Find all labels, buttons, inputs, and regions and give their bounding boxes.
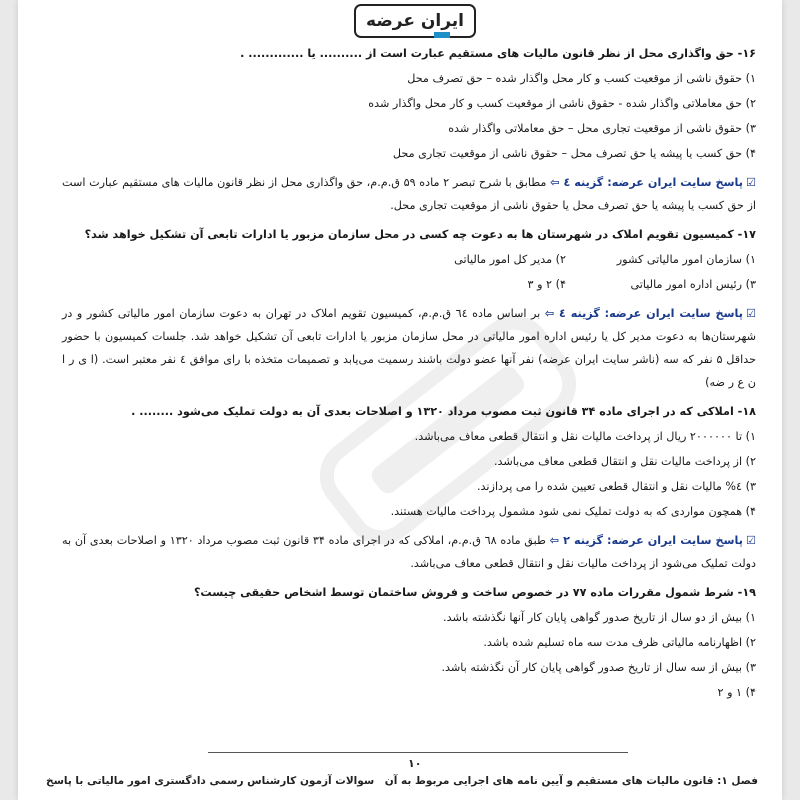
answer-tag: پاسخ سایت ایران عرضه: گزینه ۲ ⇦ <box>549 534 743 547</box>
question-19-stem: ۱۹- شرط شمول مقررات ماده ۷۷ در خصوص ساخت و فروش ساختمان توسط اشخاص حقیقی چیست؟ <box>193 586 756 599</box>
question-17-option-1: ۱) سازمان امور مالیاتی کشور <box>616 253 756 266</box>
question-17-option-4: ۴) ۲ و ۳ <box>527 278 566 291</box>
footer-divider <box>208 752 628 753</box>
question-17-option-3: ۳) رئیس اداره امور مالیاتی <box>630 278 756 291</box>
question-18-stem: ۱۸- املاکی که در اجرای ماده ۳۴ قانون ثبت مصوب مرداد ۱۳۲۰ و اصلاحات بعدی آن به دولت تملیک می‌شود ........ . <box>131 405 756 418</box>
question-16-option-2: ۲) حق معاملاتی واگذار شده - حقوق ناشی از موقعیت کسب و کار محل واگذار شده <box>368 97 756 110</box>
question-19-option-1: ۱) بیش از دو سال از تاریخ صدور گواهی پایان کار آنها نگذشته باشد. <box>443 611 756 624</box>
question-17-stem: ۱۷- کمیسیون تقویم املاک در شهرستان ها به دعوت چه کسی در محل سازمان مزبور یا ادارات تابعی آن تشکیل خواهد شد؟ <box>84 228 756 241</box>
brand-logo <box>354 4 476 38</box>
question-18-option-1: ۱) تا ۲۰۰۰۰۰۰ ریال از پرداخت مالیات نقل و انتقال قطعی معاف می‌باشد. <box>414 430 756 443</box>
answer-tag: پاسخ سایت ایران عرضه: گزینه ٤ ⇦ <box>550 176 743 189</box>
question-16-option-4: ۴) حق کسب یا پیشه یا حق تصرف محل – حقوق ناشی از موقعیت تجاری محل <box>392 147 756 160</box>
question-18-option-4: ۴) همچون مواردی که به دولت تملیک نمی شود مشمول پرداخت مالیات هستند. <box>390 505 756 518</box>
question-17-options-row-1 <box>62 252 756 267</box>
question-16-option-1: ۱) حقوق ناشی از موقعیت کسب و کار محل واگذار شده – حق تصرف محل <box>407 72 756 85</box>
question-17-option-2: ۲) مدیر کل امور مالیاتی <box>454 253 566 266</box>
page-number: ۱۰ <box>408 757 422 770</box>
checkbox-icon: ☑ <box>745 307 756 320</box>
question-19-option-4: ۴) ۱ و ۲ <box>717 686 756 699</box>
question-17-answer <box>62 302 756 394</box>
question-16-stem: ۱۶- حق واگذاری محل از نظر قانون مالیات های مستقیم عبارت است از .......... یا ............. . <box>240 47 756 60</box>
checkbox-icon: ☑ <box>745 176 756 189</box>
question-17-options-row-2 <box>62 277 756 292</box>
footer-chapter-title: فصل ۱: قانون مالیات های مستقیم و آیین نامه های اجرایی مربوط به آن <box>384 775 758 787</box>
question-18-option-3: ۳) ٤% مالیات نقل و انتقال قطعی تعیین شده را می پردازند. <box>477 480 756 493</box>
logo-accent-bar <box>434 32 450 38</box>
question-18-answer <box>62 529 756 575</box>
answer-text: بر اساس ماده ٦٤ ق.م.م، کمیسیون تقویم املاک در تهران به دعوت سازمان امور مالیاتی کشور و در شهرستان‌ها به دعوت مدیر کل یا رئیس اداره امور مالیاتی در محل سازمان مزبور یا ادارات تابعی آن تشکیل خواهد شد. جلسات کمیسیون با حضور حداقل ۵ نفر که سه (ناشر سایت ایران عرضه) نفر آنها عضو دولت باشند رسمیت می‌یابد و تصمیمات متخذه با رای موافق ٤ نفر معتبر است. (ا ی ر ا ن ع ر ضه) <box>62 307 757 389</box>
question-19-option-2: ۲) اظهارنامه مالیاتی ظرف مدت سه ماه تسلیم شده باشد. <box>483 636 756 649</box>
footer-book-title: سوالات آزمون کارشناس رسمی دادگستری امور مالیاتی با پاسخ <box>46 775 375 787</box>
question-19-option-3: ۳) بیش از سه سال از تاریخ صدور گواهی پایان کار آن نگذشته باشد. <box>441 661 756 674</box>
answer-text: مطابق با شرح تبصر ۲ ماده ۵۹ ق.م.م، حق واگذاری محل از نظر قانون مالیات های مستقیم عبارت است از حق کسب یا پیشه یا حق تصرف محل یا حقوق ناشی از موقعیت تجاری محل. <box>62 176 756 212</box>
document-page <box>18 0 782 800</box>
question-16-answer <box>62 171 756 217</box>
answer-text: طبق ماده ٦٨ ق.م.م، املاکی که در اجرای ماده ۳۴ قانون ثبت مصوب مرداد ۱۳۲۰ و اصلاحات بعدی آن به دولت تملیک می‌شود از پرداخت مالیات نقل و انتقال قطعی معاف می‌باشد. <box>62 534 756 570</box>
checkbox-icon: ☑ <box>745 534 756 547</box>
logo-text: ایران عرضه <box>366 11 464 31</box>
question-16-option-3: ۳) حقوق ناشی از موقعیت تجاری محل – حق معاملاتی واگذار شده <box>448 122 756 135</box>
question-18-option-2: ۲) از پرداخت مالیات نقل و انتقال قطعی معاف می‌باشد. <box>493 455 756 468</box>
document-body <box>62 40 756 710</box>
answer-tag: پاسخ سایت ایران عرضه: گزینه ٤ ⇦ <box>544 307 743 320</box>
